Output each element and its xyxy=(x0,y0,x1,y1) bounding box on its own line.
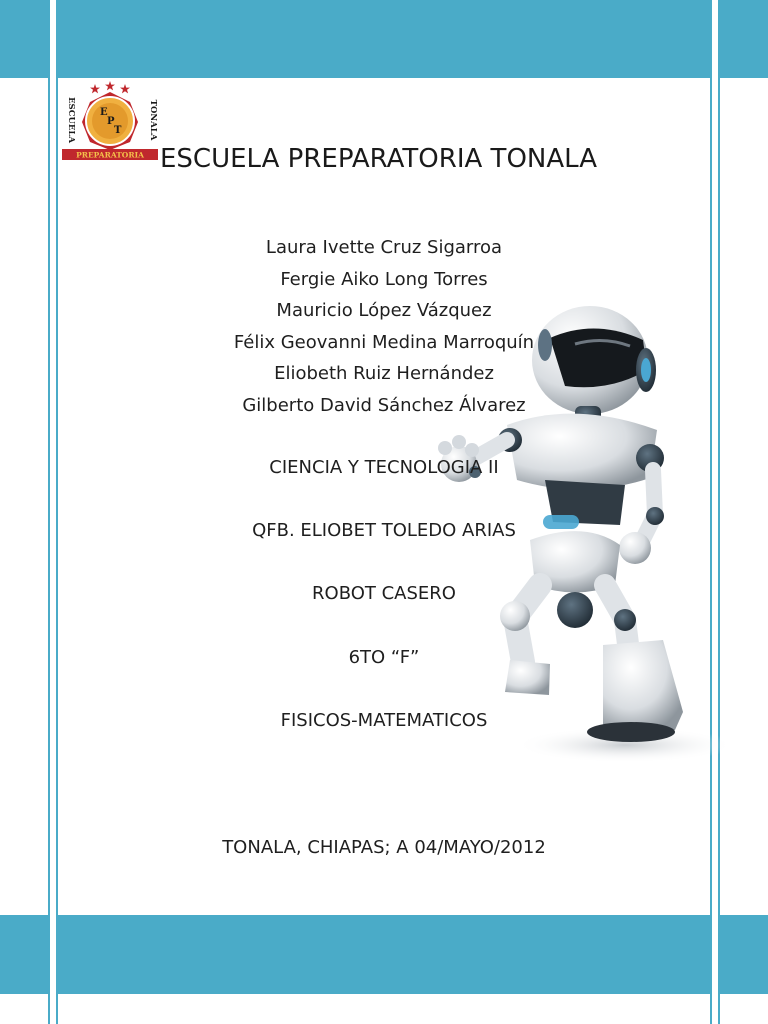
author-name: Félix Geovanni Medina Marroquín xyxy=(233,331,535,353)
frame-line xyxy=(48,0,50,1024)
logo-initial-t: T xyxy=(114,125,122,136)
logo-left-text: ESCUELA xyxy=(66,97,76,143)
top-band-center xyxy=(58,0,710,78)
teacher-text: QFB. ELIOBET TOLEDO ARIAS xyxy=(252,520,516,541)
top-band-left xyxy=(0,0,48,78)
author-name: Fergie Aiko Long Torres xyxy=(280,268,488,290)
author-name: Laura Ivette Cruz Sigarroa xyxy=(265,237,503,258)
logo-initial-e: E xyxy=(100,107,108,118)
subject-text: CIENCIA Y TECNOLOGIA II xyxy=(269,457,499,478)
logo-banner-text: PREPARATORIA xyxy=(76,150,144,160)
author-name: Eliobeth Ruiz Hernández xyxy=(274,363,494,384)
author-name: Gilberto David Sánchez Álvarez xyxy=(242,394,526,416)
author-name: Mauricio López Vázquez xyxy=(276,300,492,321)
project-title: ROBOT CASERO xyxy=(312,583,456,604)
bottom-band-center xyxy=(58,915,710,994)
top-band-right xyxy=(720,0,768,78)
place-date-text: TONALA, CHIAPAS; A 04/MAYO/2012 xyxy=(222,837,546,858)
logo-right-text: TONALA xyxy=(148,99,158,141)
school-title: ESCUELA PREPARATORIA TONALA xyxy=(160,144,598,174)
school-logo xyxy=(58,80,162,164)
group-text: 6TO “F” xyxy=(348,647,420,668)
bottom-band-left xyxy=(0,915,48,994)
bottom-band-right xyxy=(720,915,768,994)
logo-initial-p: P xyxy=(107,116,115,127)
area-text: FISICOS-MATEMATICOS xyxy=(280,710,488,731)
